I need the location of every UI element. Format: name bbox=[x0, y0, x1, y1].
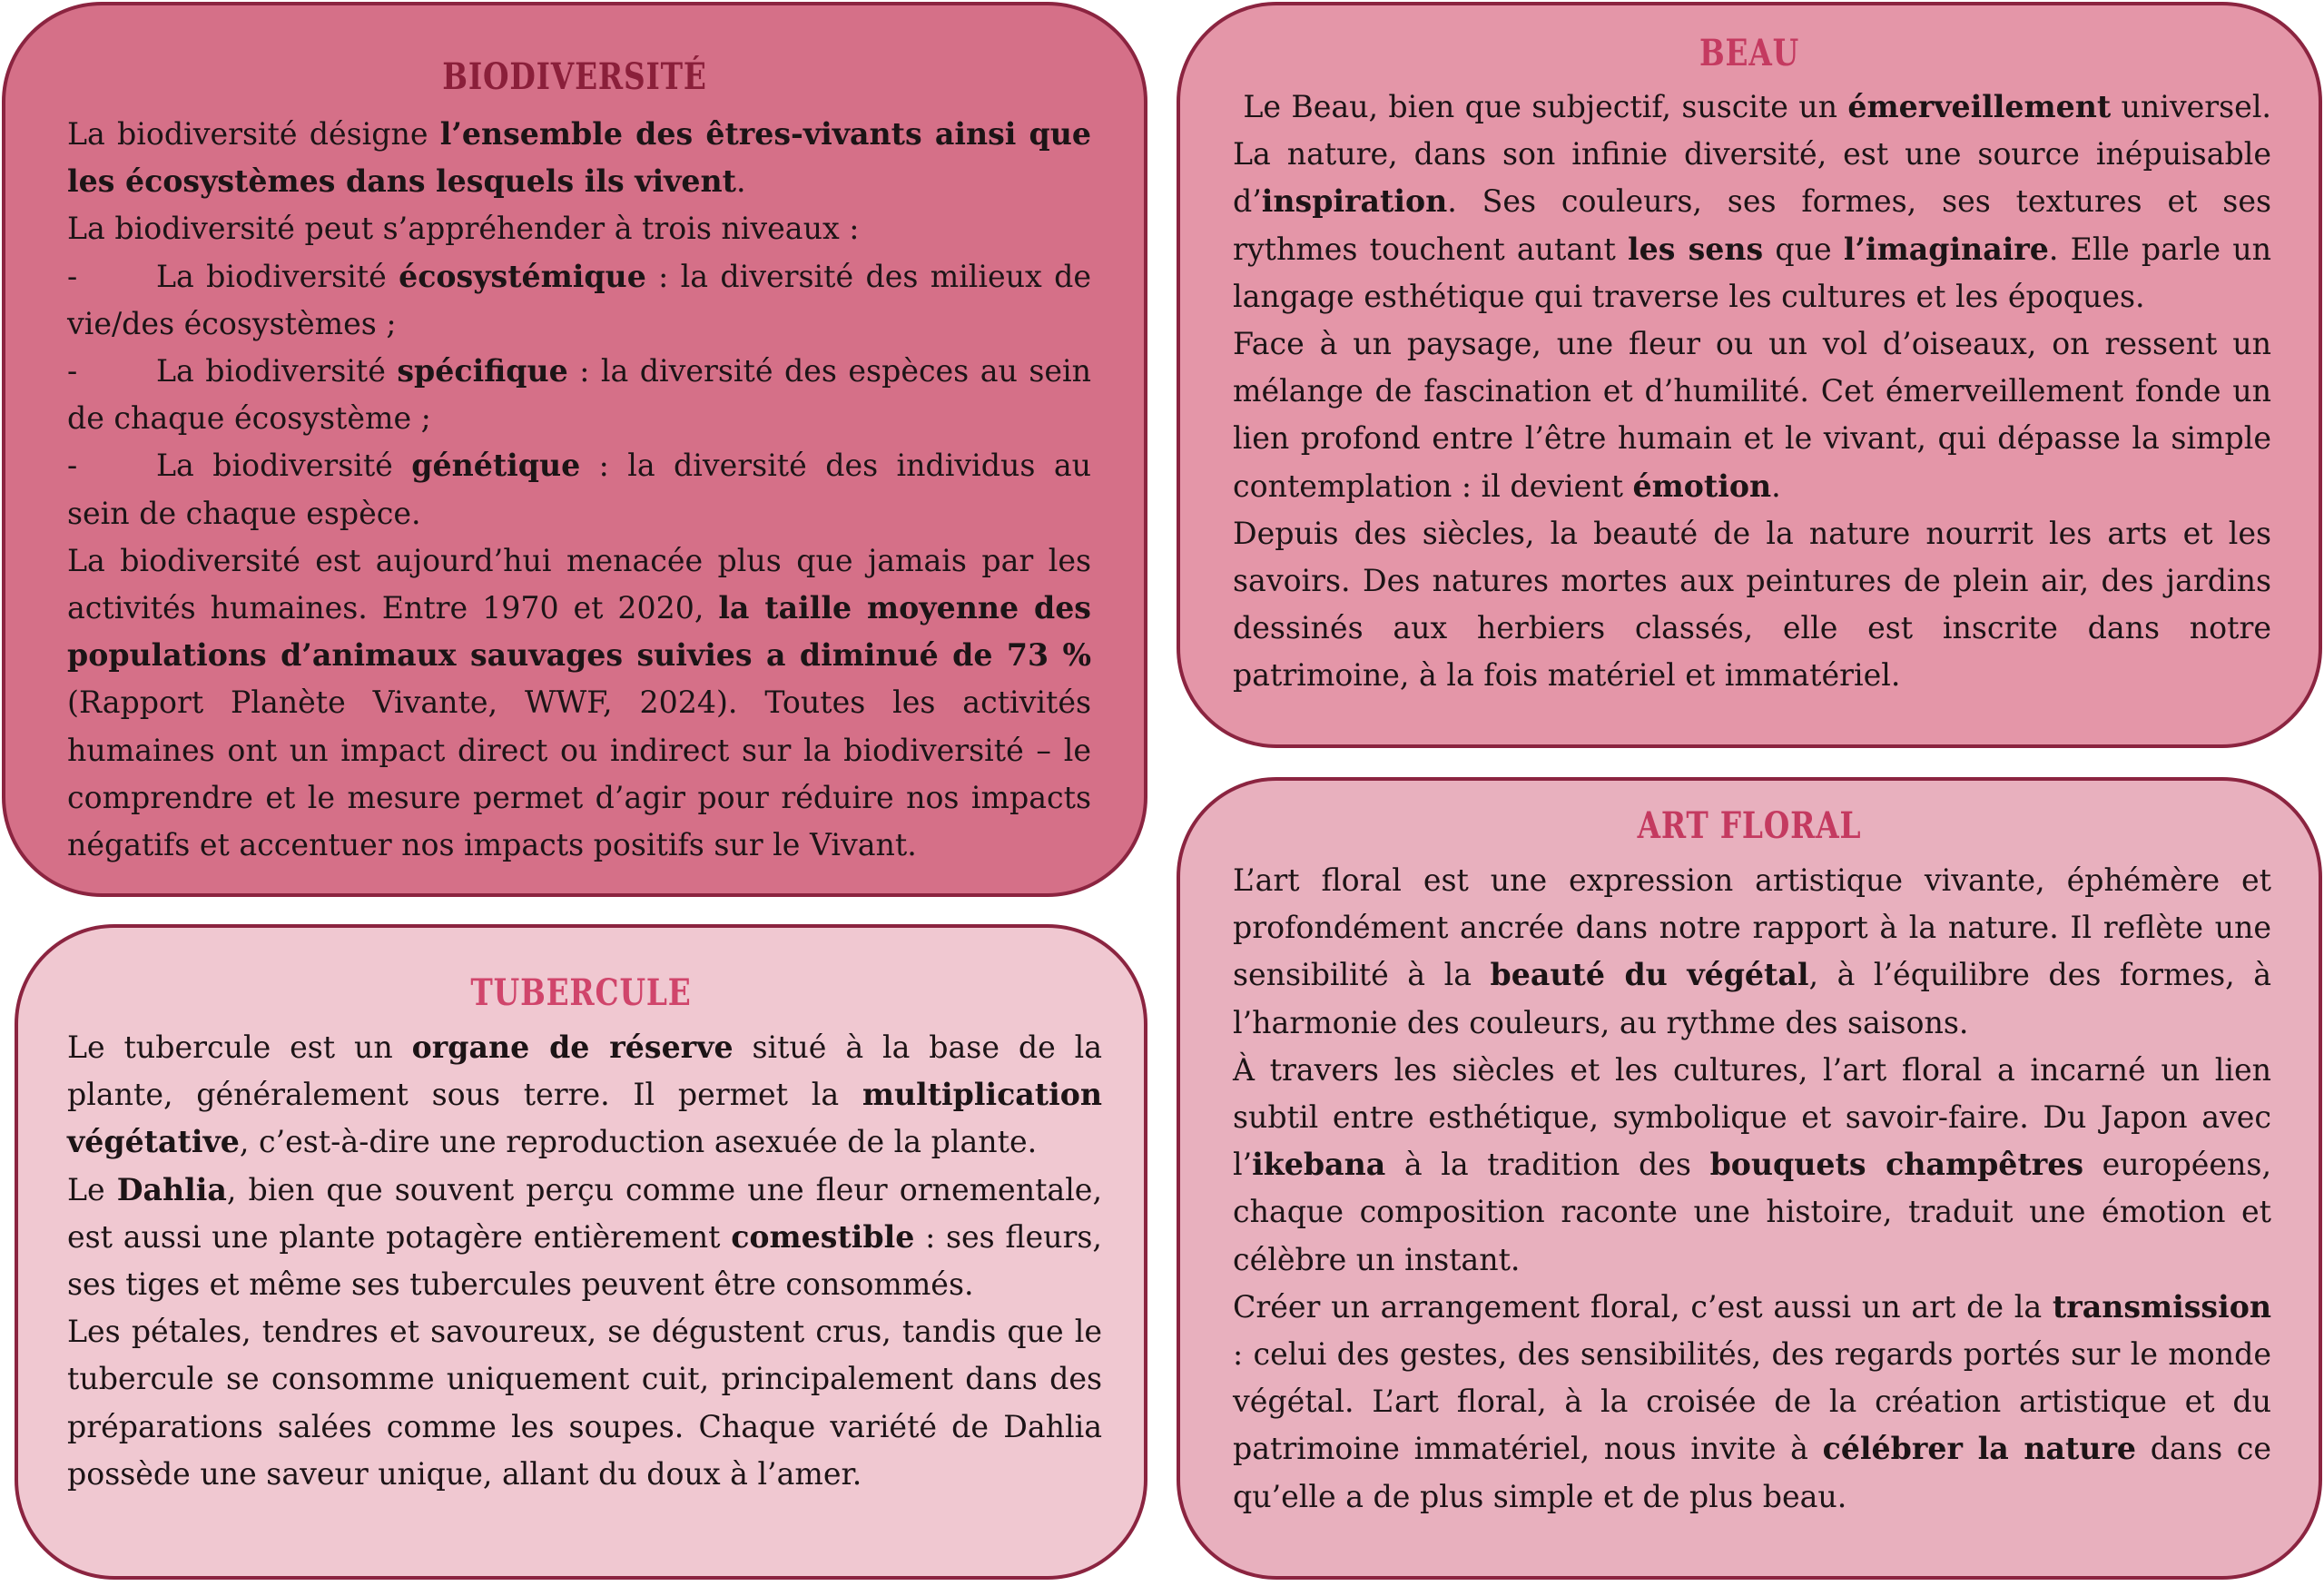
card-title: BIODIVERSITÉ bbox=[442, 55, 707, 98]
card-body bbox=[67, 1024, 1102, 1498]
text: universel. La nature, dans son infinie diversité, est une source inépuisable d’ bbox=[1233, 89, 2271, 220]
bold-text: spécifique bbox=[397, 353, 568, 389]
text: que bbox=[1763, 231, 1844, 267]
bold-text: bouquets champêtres bbox=[1709, 1147, 2084, 1183]
bold-text: génétique bbox=[411, 448, 581, 484]
bold-text: la taille moyenne des populations d’animaux sauvages suivies a diminué de 73 % bbox=[67, 590, 1091, 674]
card-beau bbox=[1177, 2, 2322, 748]
list-item bbox=[67, 253, 1091, 348]
text: : la diversité des milieux de vie/des écosystèmes ; bbox=[67, 258, 1091, 341]
bold-text: écosystémique bbox=[399, 258, 646, 294]
text: européens, chaque composition raconte une histoire, traduit une émotion et célèbre un instant. bbox=[1233, 1147, 2271, 1277]
dash-bullet: - bbox=[67, 448, 78, 484]
bold-text: comestible bbox=[731, 1218, 915, 1255]
text: À travers les siècles et les cultures, l’art floral a incarné un lien subtil entre esthétique, symbolique et savoir-faire. Du Japon avec l’ bbox=[1233, 1051, 2271, 1183]
text: . Ses couleurs, ses formes, ses textures et ses rythmes touchent autant bbox=[1233, 183, 2271, 267]
text: Face à un paysage, une fleur ou un vol d’oiseaux, on ressent un mélange de fascination et d’humilité. Cet émerveillement fonde un lien profond entre l’être humain et le vivant, qui dépasse la simple contemplation : il devient bbox=[1233, 326, 2271, 504]
text: . bbox=[1771, 468, 1781, 504]
list-item bbox=[67, 348, 1091, 442]
text: La biodiversité désigne bbox=[67, 116, 440, 152]
paragraph bbox=[67, 1024, 1102, 1167]
text: : la diversité des espèces au sein de chaque écosystème ; bbox=[67, 353, 1091, 437]
text: Le Beau, bien que subjectif, suscite un bbox=[1233, 89, 1848, 124]
card-title: TUBERCULE bbox=[470, 971, 692, 1014]
text: Le tubercule est un bbox=[67, 1029, 412, 1065]
paragraph bbox=[67, 537, 1091, 869]
bold-text: émotion bbox=[1632, 468, 1772, 504]
text: situé à la base de la plante, généralement sous terre. Il permet la bbox=[67, 1029, 1103, 1113]
text: dans ce qu’elle a de plus simple et de plus beau. bbox=[1233, 1431, 2271, 1514]
text: L’art floral est une expression artistique vivante, éphémère et profondément ancrée dans notre rapport à la nature. Il reflète une sensibilité à la bbox=[1233, 862, 2271, 993]
card-biodiversite bbox=[2, 2, 1147, 897]
text: . Elle parle un langage esthétique qui traverse les cultures et les époques. bbox=[1233, 231, 2271, 314]
card-tubercule bbox=[15, 924, 1147, 1580]
paragraph bbox=[1233, 1284, 2271, 1521]
bold-text: beauté du végétal bbox=[1490, 957, 1809, 993]
text: (Rapport Planète Vivante, WWF, 2024). Toutes les activités humaines ont un impact direct ou indirect sur la biodiversité – le comprendre et le mesure permet d’agir pour réduire nos impacts négatifs et accentuer nos impacts positifs sur le Vivant. bbox=[67, 685, 1091, 863]
bold-text: ikebana bbox=[1252, 1147, 1386, 1183]
bold-text: organe de réserve bbox=[411, 1029, 734, 1065]
text: , à l’équilibre des formes, à l’harmonie des couleurs, au rythme des saisons. bbox=[1233, 957, 2272, 1040]
text: La biodiversité bbox=[156, 448, 412, 484]
card-art-floral bbox=[1177, 777, 2322, 1580]
paragraph bbox=[67, 111, 1091, 205]
text: . bbox=[735, 163, 746, 200]
paragraph: La biodiversité peut s’appréhender à trois niveaux : bbox=[67, 211, 860, 247]
card-title: BEAU bbox=[1699, 32, 1800, 74]
text: , bien que souvent perçu comme une fleur ornementale, est aussi une plante potagère entièrement bbox=[67, 1171, 1102, 1255]
text: La biodiversité bbox=[156, 258, 399, 294]
list-item bbox=[67, 442, 1091, 537]
text: La biodiversité bbox=[156, 353, 398, 389]
bold-text: l’ensemble des êtres-vivants ainsi que les écosystèmes dans lesquels ils vivent bbox=[67, 116, 1091, 200]
card-body bbox=[1233, 857, 2271, 1521]
text: La biodiversité est aujourd’hui menacée plus que jamais par les activités humaines. Entre 1970 et 2020, bbox=[67, 542, 1091, 626]
bold-text: célébrer la nature bbox=[1822, 1431, 2137, 1467]
text: , c’est-à-dire une reproduction asexuée de la plante. bbox=[239, 1124, 1038, 1160]
paragraph bbox=[67, 1167, 1102, 1309]
text: Créer un arrangement floral, c’est aussi un art de la bbox=[1233, 1288, 2053, 1325]
card-body bbox=[1233, 84, 2271, 700]
bold-text: Dahlia bbox=[116, 1171, 227, 1207]
paragraph bbox=[1233, 84, 2271, 320]
bold-text: l’imaginaire bbox=[1843, 231, 2049, 267]
text: à la tradition des bbox=[1385, 1147, 1710, 1183]
dash-bullet: - bbox=[67, 353, 78, 389]
bold-text: émerveillement bbox=[1847, 89, 2112, 124]
bold-text: transmission bbox=[2052, 1288, 2271, 1325]
text: : celui des gestes, des sensibilités, des regards portés sur le monde végétal. L’art floral, à la croisée de la création artistique et du patrimoine immatériel, nous invite à bbox=[1233, 1336, 2271, 1467]
text: : ses fleurs, ses tiges et même ses tubercules peuvent être consommés. bbox=[67, 1218, 1102, 1303]
dash-bullet: - bbox=[67, 258, 78, 294]
bold-text: multiplication végétative bbox=[67, 1077, 1102, 1160]
text: Le bbox=[67, 1171, 117, 1207]
text: : la diversité des individus au sein de chaque espèce. bbox=[67, 448, 1091, 531]
card-title: ART FLORAL bbox=[1637, 804, 1862, 847]
card-body bbox=[67, 111, 1091, 869]
paragraph bbox=[1233, 320, 2271, 510]
paragraph bbox=[1233, 1047, 2271, 1284]
bold-text: les sens bbox=[1628, 231, 1764, 267]
bold-text: inspiration bbox=[1261, 183, 1448, 220]
paragraph bbox=[1233, 857, 2271, 1047]
paragraph: Les pétales, tendres et savoureux, se dégustent crus, tandis que le tubercule se consomme uniquement cuit, principalement dans des préparations salées comme les soupes. Chaque variété de Dahlia possède une saveur unique, allant du doux à l’amer. bbox=[67, 1314, 1102, 1492]
paragraph: Depuis des siècles, la beauté de la nature nourrit les arts et les savoirs. Des natures mortes aux peintures de plein air, des jardins dessinés aux herbiers classés, elle est inscrite dans notre patrimoine, à la fois matériel et immatériel. bbox=[1233, 515, 2271, 694]
